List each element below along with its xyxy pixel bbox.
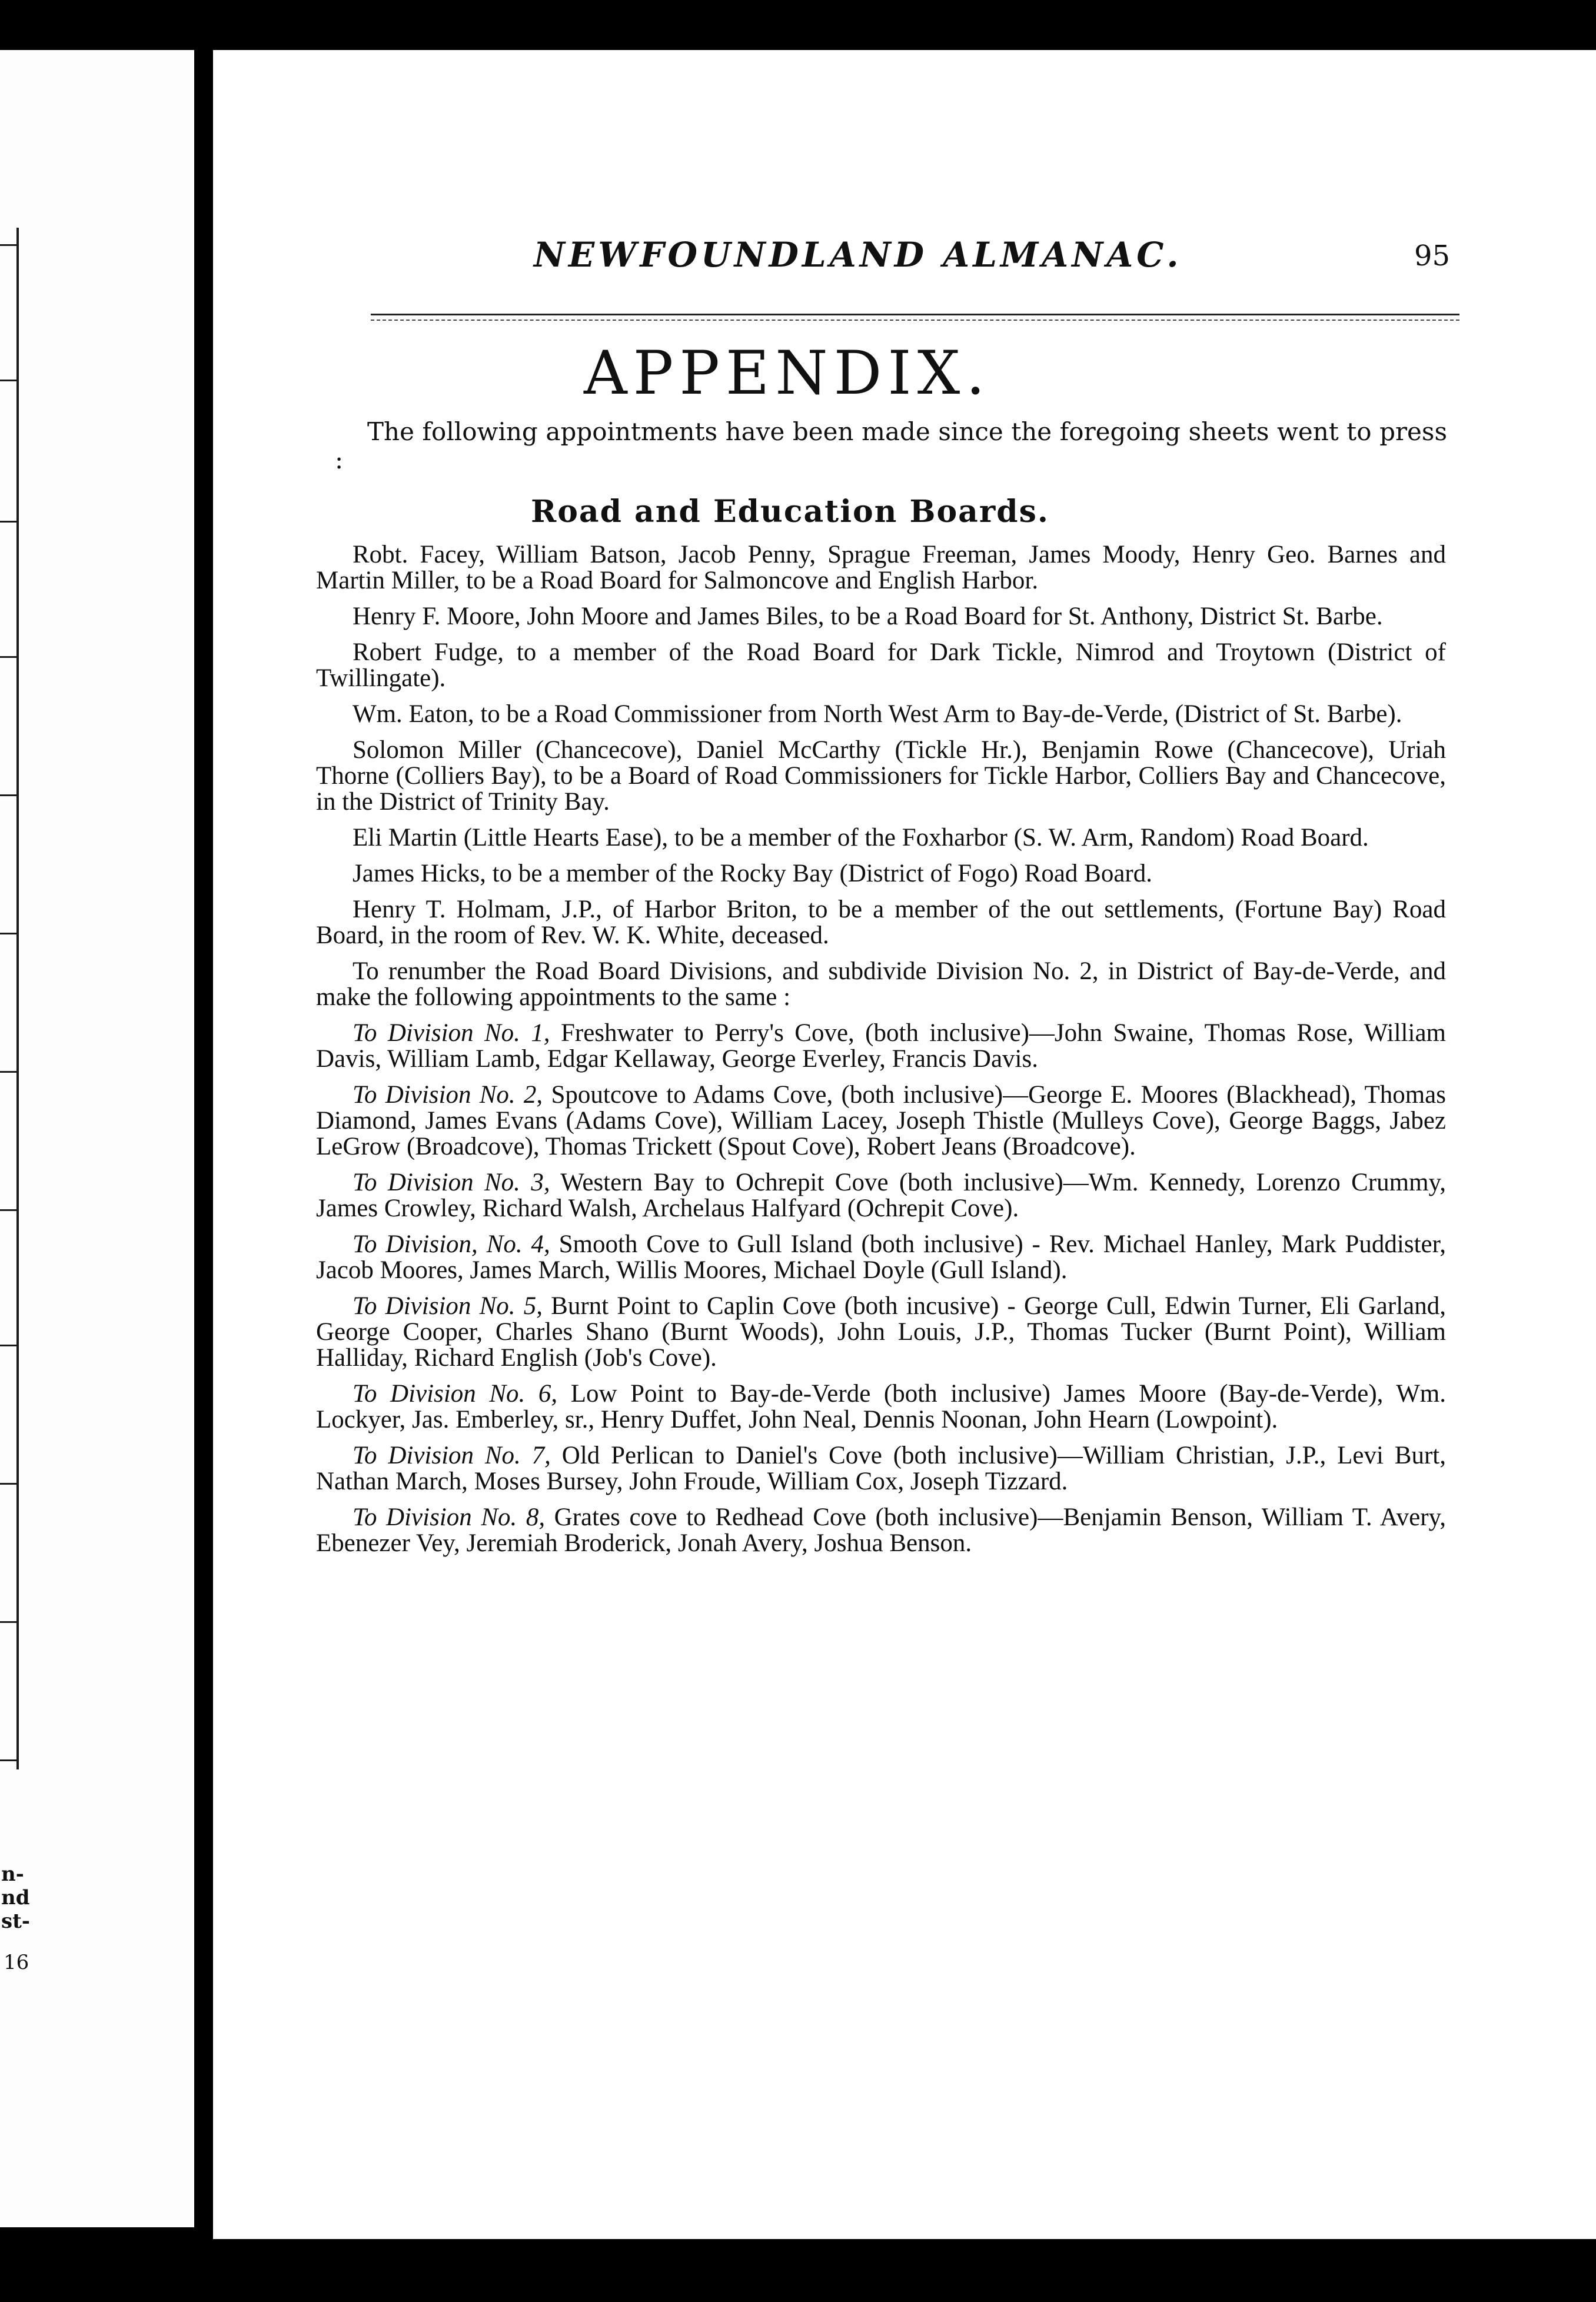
text-fragment: nd [1, 1886, 30, 1910]
appointment-entry [316, 1381, 1446, 1433]
adjacent-page-tick [0, 933, 16, 934]
division-label: To Division No. 7, [353, 1442, 551, 1469]
appointment-text: Smooth Cove to Gull Island (both inclusive) - Rev. Michael Hanley, Mark Puddister, Jacob Moores, James March, Willis Moores, Michael Doyle (Gull Island). [316, 1230, 1446, 1284]
text-fragment: st- [1, 1910, 30, 1933]
adjacent-page-text-fragments [1, 1862, 30, 1933]
division-label: To Division No. 2, [353, 1081, 543, 1109]
appointment-entry [316, 1232, 1446, 1283]
division-label: To Division No. 6, [353, 1380, 558, 1408]
appointment-text: Western Bay to Ochrepit Cove (both inclusive)—Wm. Kennedy, Lorenzo Crummy, James Crowley, Richard Walsh, Archelaus Halfyard (Ochrepit Cove). [316, 1169, 1446, 1222]
appointment-entry [316, 1082, 1446, 1160]
appointment-entry [316, 1505, 1446, 1556]
adjacent-page-tick [0, 244, 16, 246]
appointment-text: Henry T. Holmam, J.P., of Harbor Briton, to be a member of the out settlements, (Fortune Bay) Road Board, in the room of Rev. W. K. White, deceased. [316, 896, 1446, 949]
appointments-list [316, 542, 1446, 1566]
appointment-text: Grates cove to Redhead Cove (both inclusive)—Benjamin Benson, William T. Avery, Ebenezer Vey, Jeremiah Broderick, Jonah Avery, Joshua Benson. [316, 1503, 1446, 1557]
header-rule [371, 314, 1459, 315]
appointment-text: Burnt Point to Caplin Cove (both incusive) - George Cull, Edwin Turner, Eli Garland, George Cooper, Charles Shano (Burnt Woods), John Louis, J.P., Thomas Tucker (Burnt Point), William Halliday, Richard English (Job's Cove). [316, 1292, 1446, 1372]
appointment-text: Old Perlican to Daniel's Cove (both inclusive)—William Christian, J.P., Levi Burt, Nathan March, Moses Bursey, John Froude, William Cox, Joseph Tizzard. [316, 1442, 1446, 1495]
adjacent-page-rule [0, 228, 19, 1769]
appointment-entry [316, 737, 1446, 815]
appointment-text: To renumber the Road Board Divisions, and subdivide Division No. 2, in District of Bay-de-Verde, and make the following appointments to the same : [316, 957, 1446, 1011]
appointment-text: Robt. Facey, William Batson, Jacob Penny, Sprague Freeman, James Moody, Henry Geo. Barnes and Martin Miller, to be a Road Board for Salmoncove and English Harbor. [316, 541, 1446, 594]
adjacent-page-edge [0, 50, 194, 2227]
adjacent-page-tick [0, 1483, 16, 1485]
appointment-entry [316, 1020, 1446, 1072]
adjacent-page-number: 16 [4, 1951, 29, 1974]
intro-paragraph: The following appointments have been made since the foregoing sheets went to press : [335, 417, 1447, 474]
appointment-entry [316, 959, 1446, 1010]
division-label: To Division, No. 4, [353, 1230, 550, 1258]
adjacent-page-tick [0, 1345, 16, 1346]
appointment-entry [316, 1293, 1446, 1371]
text-fragment: n- [1, 1862, 24, 1886]
appointment-text: Spoutcove to Adams Cove, (both inclusive)—George E. Moores (Blackhead), Thomas Diamond, James Evans (Adams Cove), William Lacey, Joseph Thistle (Mulleys Cove), George Baggs, Jabez LeGrow (Broadcove), Thomas Trickett (Spout Cove), Robert Jeans (Broadcove). [316, 1081, 1446, 1160]
appointment-entry [316, 542, 1446, 594]
division-label: To Division No. 3, [353, 1169, 550, 1196]
adjacent-page-tick [0, 656, 16, 658]
division-label: To Division No. 1, [353, 1019, 550, 1047]
adjacent-page-tick [0, 1759, 16, 1761]
appointment-text: Low Point to Bay-de-Verde (both inclusive) James Moore (Bay-de-Verde), Wm. Lockyer, Jas. Emberley, sr., Henry Duffet, John Neal, Dennis Noonan, John Hearn (Lowpoint). [316, 1380, 1446, 1433]
appointment-entry [316, 1443, 1446, 1495]
adjacent-page-tick [0, 1209, 16, 1211]
appointment-text: Eli Martin (Little Hearts Ease), to be a member of the Foxharbor (S. W. Arm, Random) Road Board. [353, 824, 1369, 851]
adjacent-page-tick [0, 521, 16, 523]
adjacent-page-tick [0, 1621, 16, 1623]
appointment-text: James Hicks, to be a member of the Rocky Bay (District of Fogo) Road Board. [353, 860, 1152, 887]
appointment-text: Solomon Miller (Chancecove), Daniel McCarthy (Tickle Hr.), Benjamin Rowe (Chancecove), Uriah Thorne (Colliers Bay), to be a Board of Road Commissioners for Tickle Harbor, Colliers Bay and Chancecove, in the District of Trinity Bay. [316, 736, 1446, 816]
division-label: To Division No. 5, [353, 1292, 543, 1320]
appointment-entry [316, 701, 1446, 727]
page-title: APPENDIX. [584, 338, 991, 408]
running-header [534, 235, 1475, 282]
appointment-text: Freshwater to Perry's Cove, (both inclusive)—John Swaine, Thomas Rose, William Davis, William Lamb, Edgar Kellaway, George Everley, Francis Davis. [316, 1019, 1446, 1073]
appointment-text: Robert Fudge, to a member of the Road Board for Dark Tickle, Nimrod and Troytown (District of Twillingate). [316, 638, 1446, 692]
appointment-entry [316, 897, 1446, 949]
appointment-entry [316, 1170, 1446, 1222]
document-page [213, 50, 1596, 2239]
page-number: 95 [1414, 239, 1451, 272]
appointment-entry [316, 861, 1446, 887]
running-title: NEWFOUNDLAND ALMANAC. [534, 235, 1182, 275]
appointment-text: Wm. Eaton, to be a Road Commissioner from North West Arm to Bay-de-Verde, (District of St. Barbe). [353, 700, 1402, 728]
adjacent-page-tick [0, 794, 16, 796]
header-rule-dashed [371, 320, 1459, 321]
appointment-entry [316, 604, 1446, 630]
division-label: To Division No. 8, [353, 1503, 546, 1531]
section-heading: Road and Education Boards. [531, 494, 1050, 530]
appointment-entry [316, 640, 1446, 691]
appointment-entry [316, 825, 1446, 851]
appointment-text: Henry F. Moore, John Moore and James Biles, to be a Road Board for St. Anthony, District St. Barbe. [353, 603, 1383, 630]
adjacent-page-tick [0, 380, 16, 381]
adjacent-page-tick [0, 1071, 16, 1073]
